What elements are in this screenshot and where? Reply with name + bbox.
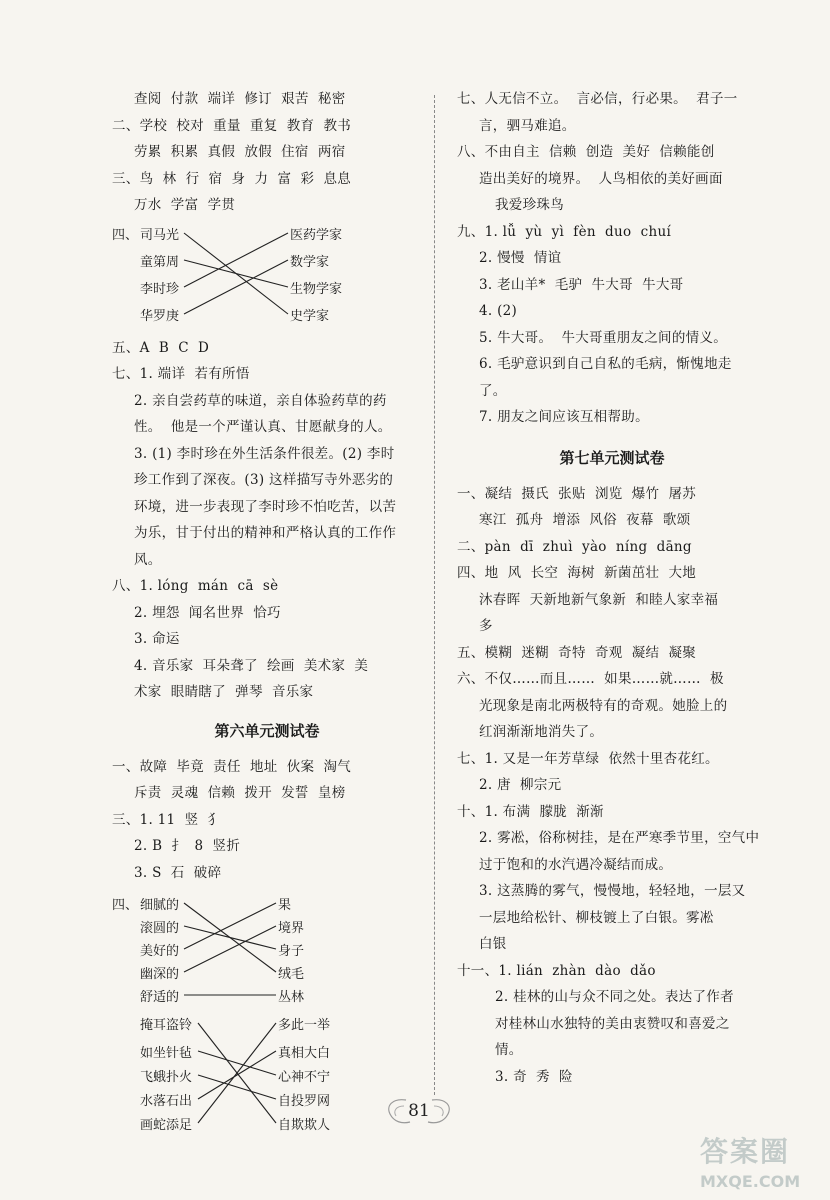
answer-line: 一、凝结 摄氏 张贴 浏览 爆竹 屠苏 (457, 485, 697, 502)
answer-line: 珍工作到了深夜。(3) 这样描写寺外恶劣的 (134, 472, 394, 488)
answer-line: 术家 眼睛瞎了 弹琴 音乐家 (134, 684, 314, 700)
match-line (184, 233, 288, 287)
match-line (184, 926, 276, 972)
watermark-top-text: 答案圈 (700, 1135, 791, 1168)
page-number-text: 81 (408, 1101, 430, 1121)
answer-line: 万水 学富 学贯 (134, 197, 236, 213)
match-right-item: 真相大白 (278, 1046, 331, 1061)
answer-line: 查阅 付款 端详 修订 艰苦 秘密 (134, 91, 346, 107)
answer-line: 6. 毛驴意识到自己自私的毛病，惭愧地走 (479, 356, 732, 372)
watermark-logo (700, 1130, 820, 1195)
answer-line: 5. 牛大哥。 牛大哥重朋友之间的情义。 (479, 329, 728, 346)
answer-line: 六、不仅……而且…… 如果……就…… 极 (457, 671, 724, 687)
answer-line: 十一、1. lián zhàn dào dǎo (457, 962, 656, 979)
answer-line: 情。 (495, 1042, 523, 1058)
answer-line: 4. (2) (479, 303, 518, 319)
answer-line: 八、1. lóng mán cā sè (112, 578, 279, 594)
answer-line: 对桂林山水独特的美由衷赞叹和喜爱之 (495, 1015, 730, 1032)
answer-line: 七、人无信不立。 言必信，行必果。 君子一 (457, 91, 738, 107)
answer-line: 白银 (479, 936, 507, 952)
right-block-a (457, 86, 767, 431)
answer-line: 劳累 积累 真假 放假 住宿 两宿 (134, 144, 346, 160)
left-block-b (112, 335, 422, 706)
match-right-item: 身子 (278, 944, 305, 959)
answer-line: 2. 唐 柳宗元 (479, 777, 562, 793)
answer-line: 3. 命运 (134, 631, 180, 647)
match-line (184, 260, 288, 314)
column-divider (434, 95, 435, 1095)
answer-line: 十、1. 布满 朦胧 渐渐 (457, 803, 604, 820)
answer-line: 三、1. 11 竖 犭 (112, 811, 222, 828)
match-left-item: 幽深的 (140, 967, 180, 982)
page-number (384, 1092, 454, 1132)
match-right-item: 多此一举 (278, 1018, 331, 1033)
match-left-item: 华罗庚 (140, 308, 180, 324)
match-left-item: 童第周 (140, 254, 180, 270)
answer-line: 言，驷马难追。 (479, 117, 576, 134)
match-right-item: 生物学家 (290, 281, 343, 297)
match-left-item: 司马光 (140, 227, 180, 243)
match-right-item: 医药学家 (290, 227, 343, 243)
answer-line: 2. 埋怨 闻名世界 恰巧 (134, 604, 281, 621)
answer-line: 3. S 石 破碎 (134, 864, 222, 881)
answer-line: 为乐，甘于付出的精神和严格认真的工作作 (134, 525, 397, 541)
answer-line: 3. (1) 李时珍在外生活条件很差。(2) 李时 (134, 445, 395, 462)
match-line (184, 260, 288, 287)
answer-line: 一、故障 毕竟 责任 地址 伙案 淘气 (112, 758, 352, 775)
answer-line: 2. B 扌 8 竖折 (134, 838, 241, 854)
match-right-item: 境界 (278, 921, 305, 936)
answer-line: 九、1. lǚ yù yì fèn duo chuí (457, 223, 672, 240)
match-left-item: 细腻的 (140, 898, 180, 913)
match-right-item: 自投罗网 (278, 1094, 331, 1109)
answer-line: 7. 朋友之间应该互相帮助。 (479, 409, 649, 425)
answer-line: 3. 奇 秀 险 (495, 1068, 573, 1085)
answer-line: 光现象是南北两极特有的奇观。她脸上的 (479, 697, 728, 714)
answer-line: 八、不由自主 信赖 创造 美好 信赖能创 (457, 144, 715, 160)
answer-line: 斥责 灵魂 信赖 拨开 发誓 皇榜 (134, 785, 346, 801)
match-left-item: 画蛇添足 (140, 1118, 193, 1133)
matching-idioms (112, 1014, 412, 1138)
answer-line: 风。 (134, 551, 162, 568)
match-left-item: 掩耳盗铃 (140, 1018, 193, 1033)
match-right-item: 丛林 (278, 990, 305, 1005)
match-left-item: 李时珍 (140, 281, 180, 297)
answer-line: 我爱珍珠鸟 (495, 197, 564, 213)
left-column (112, 86, 422, 1138)
answer-line: 红润渐渐地消失了。 (479, 724, 604, 740)
question-label: 四、 (112, 898, 139, 913)
answer-line: 五、模糊 迷糊 奇特 奇观 凝结 凝聚 (457, 644, 697, 661)
answer-line: 四、地 风 长空 海树 新菌茁壮 大地 (457, 565, 697, 581)
right-column (457, 86, 767, 1090)
question-label: 四、 (112, 227, 139, 243)
answer-line: 多 (479, 618, 493, 634)
match-left-item: 如坐针毡 (140, 1046, 193, 1061)
matching-lines (112, 1014, 412, 1138)
answer-line: 寒江 孤舟 增添 风俗 夜幕 歌颂 (479, 512, 691, 528)
section-heading-unit6: 第六单元测试卷 (214, 721, 320, 740)
matching-people-professions (112, 219, 412, 331)
match-left-item: 飞蛾扑火 (140, 1070, 193, 1085)
match-left-item: 美好的 (140, 944, 180, 959)
section-heading-unit7: 第七单元测试卷 (559, 448, 665, 467)
answer-line: 2. 慢慢 情谊 (479, 250, 562, 266)
answer-line: 3. 老山羊* 毛驴 牛大哥 牛大哥 (479, 276, 684, 293)
answer-line: 二、学校 校对 重量 重复 教育 教书 (112, 117, 352, 134)
match-right-item: 数学家 (290, 254, 330, 270)
matching-lines (112, 892, 412, 1010)
match-right-item: 绒毛 (278, 967, 305, 982)
match-left-item: 水落石出 (140, 1094, 193, 1109)
answer-line: 3. 这蒸腾的雾气，慢慢地，轻轻地，一层又 (479, 883, 746, 899)
answer-line: 造出美好的境界。 人鸟相依的美好画面 (479, 170, 723, 187)
answer-line: 2. 亲自尝药草的味道，亲自体验药草的药 (134, 392, 387, 409)
answer-line: 2. 雾凇，俗称树挂，是在严寒季节里，空气中 (479, 830, 760, 846)
answer-line: 七、1. 端详 若有所悟 (112, 366, 250, 382)
answer-line: 三、鸟 林 行 宿 身 力 富 彩 息息 (112, 170, 352, 187)
answer-line: 2. 桂林的山与众不同之处。表达了作者 (495, 989, 734, 1005)
answer-line: 一层地给松针、柳枝镀上了白银。雾凇 (479, 909, 714, 926)
left-block-c (112, 754, 422, 887)
matching-lines (112, 219, 412, 331)
matching-adjective-noun (112, 892, 412, 1010)
match-left-item: 舒适的 (140, 990, 180, 1005)
answer-line: 环境，进一步表现了李时珍不怕吃苦，以苦 (134, 498, 397, 515)
match-line (184, 926, 276, 949)
match-line (184, 903, 276, 949)
match-left-item: 滚圆的 (140, 921, 180, 936)
match-line (198, 1051, 276, 1099)
match-right-item: 自欺欺人 (278, 1118, 331, 1133)
answer-line: 过于饱和的水汽遇冷凝结而成。 (479, 856, 673, 873)
right-block-b (457, 481, 767, 1091)
answer-line: 4. 音乐家 耳朵聋了 绘画 美术家 美 (134, 657, 369, 674)
answer-line: 沐春晖 天新地新气象新 和睦人家幸福 (479, 591, 719, 608)
answer-line: 性。 他是一个严谨认真、甘愿献身的人。 (134, 419, 392, 435)
watermark-bottom-text: MXQE.COM (700, 1172, 801, 1191)
match-line (198, 1075, 276, 1099)
answer-line: 七、1. 又是一年芳草绿 依然十里杏花红。 (457, 750, 719, 767)
answer-line: 了。 (479, 382, 507, 399)
match-line (198, 1051, 276, 1075)
answer-line: 二、pàn dī zhuì yào níng dāng (457, 538, 692, 555)
answer-line: 五、A B C D (112, 339, 210, 356)
match-right-item: 史学家 (290, 308, 330, 324)
left-block-a (112, 86, 422, 219)
match-right-item: 果 (278, 898, 292, 913)
match-right-item: 心神不宁 (278, 1070, 331, 1085)
